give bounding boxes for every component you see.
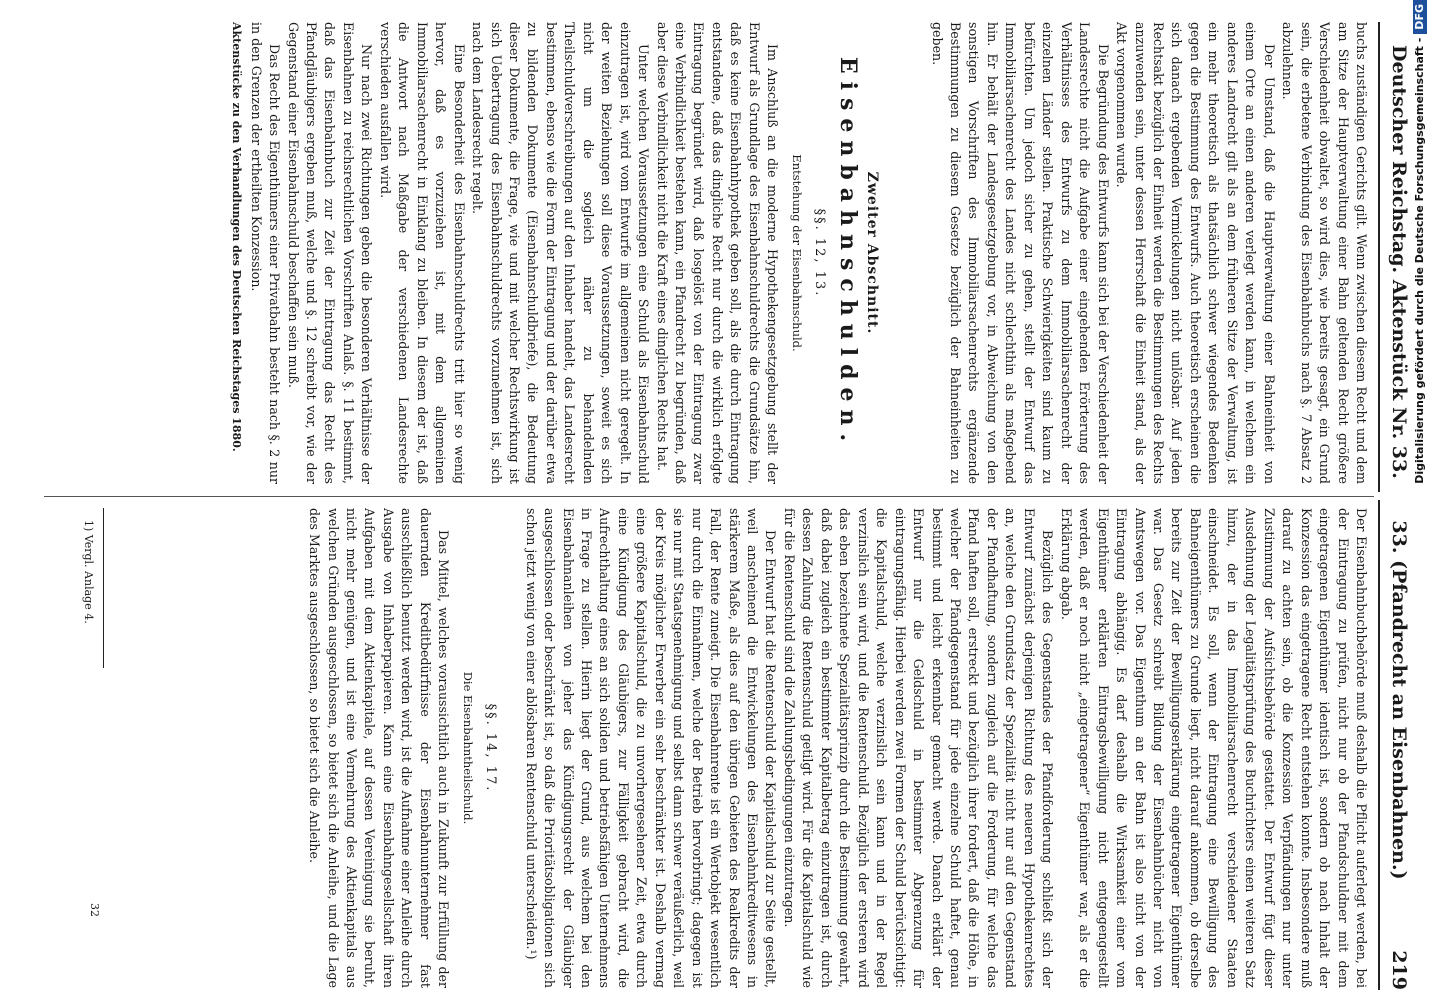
paragraph: Eine Besonderheit des Eisenbahnschuldrechts tritt hier so wenig hervor, daß es vorzuziehen ist, mit dem allgemeinen Immobiliarsachenrecht in Einklang zu bleiben. In diesem der ist, daß die Antwort nach Maßgabe der verschiedenen Landesrechte verschieden ausfallen wird. [377,22,467,484]
paragraph: Das Mittel, welches voraussichtlich auch in Zukunft zur Erfüllung der dauernden Kreditbedürfnisse der Eisenbahnunternehmer fast ausschließlich benutzt werden wird, ist die Aufnahme einer Anleihe durch Ausgabe von Inhaberpapieren. Kann eine Eisenbahngesellschaft ihren Aufgaben mit dem Aktienkapitale, auf dessen Vereinigung sie beruht, nicht mehr genügen, und ist eine Vermehrung des Aktienkapitals aus welchen Gründen ausgeschlossen, so bietet sich die Anleihe, und die Lage des Marktes ausgeschlossen, so bietet sich die Anleihe. [307,508,452,988]
paragraph: Das Recht des Eigenthümers einer Privatbahn besteht nach §. 2 nur in den Grenzen der ertheilten Konzession. [248,22,283,484]
dfg-logo: DFG [1413,0,1427,34]
signature-number: 32 [88,903,101,917]
paragraph: Bezüglich des Gegenstandes der Pfandforderung schließt sich der Entwurf zunächst derjenigen Richtung des neueren Hypothekenrechtes an, welche den Grundsatz der Spezialität nicht nur auf den Gegenstand der Pfandhaftung, sondern zugleich auf die Forderung, für welche das Pfand haften soll, erstreckt und bezüglich ihrer fordert, daß die Höhe, in welcher der Pfandgegenstand für jede einzelne Schuld haftet, genau bestimmt und leicht erkennbar gemacht werde. Danach erklärt der Entwurf nur die Geldschuld in bestimmter Abgrenzung für eintragungsfähig. Hierbei werden zwei Formen der Schuld berücksichtigt: die Kapitalschuld, welche verzinslich sein kann und in der Regel verzinslich sein wird, und die Rentenschuld. Bezüglich der ersteren wird das eben bezeichnete Spezialitätsprinzip durch die Bestimmung gewahrt, daß dabei zugleich ein bestimmter Kapitalbetrag einzutragen ist, durch dessen Zahlung die Rentenschuld getilgt wird. Für die Kapitalschuld wie für die Rentenschuld sind die Zahlungsbedingungen einzutragen. [781,508,1056,988]
footnote: 1) Vergl. Anlage 4. [82,520,95,624]
digitization-credit-sidebar [1408,0,1432,1000]
section-subtitle: Die Eisenbahntheilschuld. [460,671,475,825]
section-subtitle: Entstehung der Eisenbahnschuld. [789,154,804,352]
paragraph: Der Eisenbahnbuchbehörde muß deshalb die Pflicht auferlegt werden, bei der Eintragung zu prüfen, nicht nur ob der Pfandschuldner mit dem eingetragenen Eigenthümer identisch ist, sondern ob nach Inhalt der Konzession das eingetragene Recht entstehen konnte. Insbesondere muß darauf zu achten sein, ob die Konzession Verpfändungen nur unter Zustimmung der Aufsichtsbehörde gestattet. Der Entwurf fügt dieser Ausdehnung der Legalitätsprüfung des Buchrichters einen weiteren Satz hinzu, der in das Immobiliarsachenrecht verschiedener Staaten einschneidet. Es soll, wenn der Eintragung eine Bewilligung des Bahneigenthümers zu Grunde liegt, nicht darauf ankommen, ob derselbe bereits zur Zeit der Bewilligungserklärung eingetragener Eigenthümer war. Das Gesetz schreibt Bildung der Eisenbahnbücher nicht von Amtswegen vor. Das Eigenthum an der Bahn ist also nicht von der Eintragung abhängig. Es darf deshalb die Wirksamkeit einer vom Eigenthümer erklärten Eintragsbewilligung nicht entgegengestellt werden, daß er noch nicht „eingetragener“ Eigenthümer war, als er die Erklärung abgab. [1058,508,1369,988]
column-divider [44,496,1374,497]
page-number: 219 [1388,950,1410,990]
paragraph: buchs zuständigen Gerichts gilt. Wenn zwischen diesem Recht und dem am Sitze der Hauptverwaltung einer Bahn geltenden Recht größere Verschiedenheit obwaltet, so wird dies, wie bereits gesagt, ein Grund sein, die erbetene Verbindung des Eisenbahnbuchs nach §. 7 Absatz 2 abzulehnen. [1280,22,1369,484]
section-paragraph-number: §§. 12, 13. [812,208,828,298]
paragraph: Die Begründung des Entwurfs kann sich bei der Verschiedenheit der Landesrechte nicht die Aufgabe einer eingehenden Erörterung des Verhältnisses des Entwurfs zu dem Immobiliarsachenrecht der einzelnen Länder stellen. Praktische Schwierigkeiten sind kaum zu befürchten. Um jedoch sicher zu gehen, stellt der Entwurf das Immobiliarsachenrecht des Landes nicht schlechthin als maßgebend hin. Er behält der Landesgesetzgebung vor, in Abweichung von den sonstigen Vorschriften des Immobiliarsachenrechts ergänzende Bestimmungen zu diesem Gesetze bezüglich der Bahneinheiten zu geben. [929,22,1111,484]
digitization-credit: Digitalisierung gefördert durch die Deutsche Forschungsgemeinschaft - [1413,37,1426,484]
right-header-rule [1378,500,1380,990]
section-label: Zweiter Abschnitt. [864,171,881,335]
section-title: Eisenbahnschulden. [834,56,861,450]
section-paragraph-number: §§. 14, 17. [483,703,499,793]
paragraph: Unter welchen Voraussetzungen eine Schuld als Eisenbahnschuld einzutragen ist, wird vom Entwurfe im allgemeinen nicht geregelt. In der weiten Beziehungen soll diese Voraussetzungen, soweit es sich nicht um die sogleich näher zu behandelnden Theilschuldverschreibungen auf den Inhaber handelt, das Landesrecht bestimmen, ebenso wie die Form der Eintragung und der darüber etwa zu bildenden Dokumente (Eisenbahnschuldbriefe), die Bedeutung dieser Dokumente, die Frage, wie und mit welcher Rechtswirkung ist sich Uebertragung des Eisenbahnschuldrechts vorzunehmen ist, sich nach dem Landesrecht regelt. [470,22,652,484]
left-column [30,22,1370,484]
footnote-rule [103,508,104,668]
right-page-header: 33. (Pfandrecht an Eisenbahnen.) [1388,520,1410,880]
left-header-rule [1378,22,1380,492]
paragraph: Der Umstand, daß die Hauptverwaltung einer Bahneinheit von einem Orte an einen anderen verlegt werden kann, in welchem ein anderes Landrecht gilt als an dem früheren Sitze der Verwaltung, ist ein mehr theoretisch als thatsächlich schwer wiegendes Bedenken gegen die Bestimmung des Entwurfs. Auch theoretisch erscheinen die sich danach ergebenden Vermickelungen nicht unlösbar. Auf jeden Rechtsakt bezüglich der Einheit werden die Bestimmungen des Rechts anzuwenden sein, unter dessen Herrschaft die Einheit stand, als der Akt vorgenommen wurde. [1114,22,1277,484]
publication-footer: Aktenstücke zu den Verhandlungen des Deutschen Reichstages 1880. [230,22,244,452]
left-page-header: Deutscher Reichstag. Aktenstück Nr. 33. [1388,45,1410,479]
right-column [130,508,1370,988]
paragraph: Im Anschluß an die moderne Hypothekengesetzgebung stellt der Entwurf als Grundlage des Eisenbahnschuldrechts die Grundsätze hin, daß es keine Eisenbahnhypothek geben soll, als die durch Eintragung entstandene, daß das dingliche Recht nur durch die wirklich erfolgte Eintragung begründet wird, daß losgelöst von der Eintragung zwar eine Verbindlichkeit bestehen kann, ein Pfandrecht zu begründen, daß aber diese Verbindlichkeit nicht die Kraft eines dinglichen Rechts hat. [654,22,781,484]
paragraph: Der Entwurf hat die Rentenschuld der Kapitalschuld zur Seite gestellt, weil anscheinend die Entwickelungen des Eisenbahnkreditwesens in stärkerem Maße, als dies auf den übrigen Gebieten des Realkredits der Fall, der Rente zuneigt. Die Eisenbahnrente ist ein Wertobjekt wesentlich nur durch die Einnahmen, welche der Betrieb hervorbringt; dagegen ist sie nur mit Staatsgenehmigung und selbst dann schwer veräußerlich, weil der Kreis möglicher Erwerber ein sehr beschränkter ist. Deshalb vermag eine größere Kapitalschuld, die zu unvorhergesehener Zeit, etwa durch eine Kündigung des Gläubigers, zur Fälligkeit gebracht wird, die Aufrechthaltung eines an sich soliden und betriebsfähigen Unternehmens in Frage zu stellen. Hierin liegt der Grund, aus welchem bei den Eisenbahnanleihen von jeher das Kündigungsrecht der Gläubiger ausgeschlossen oder beschränkt ist, so daß die Prioritätsobligationen sich schon jetzt wenig von einer ablösbaren Rentenschuld unterscheiden.¹) [523,508,779,988]
paragraph: Nur nach zwei Richtungen geben die besonderen Verhältnisse der Eisenbahnen zu reichsrechtlichen Vorschriften Anlaß. §. 11 bestimmt, daß das Eisenbahnbuch zur Zeit der Eintragung das Recht des Pfandgläubigers ergeben muß, welche und §. 12 schreibt vor, wie der Gegenstand einer Eisenbahnschuld beschaffen sein muß. [285,22,375,484]
